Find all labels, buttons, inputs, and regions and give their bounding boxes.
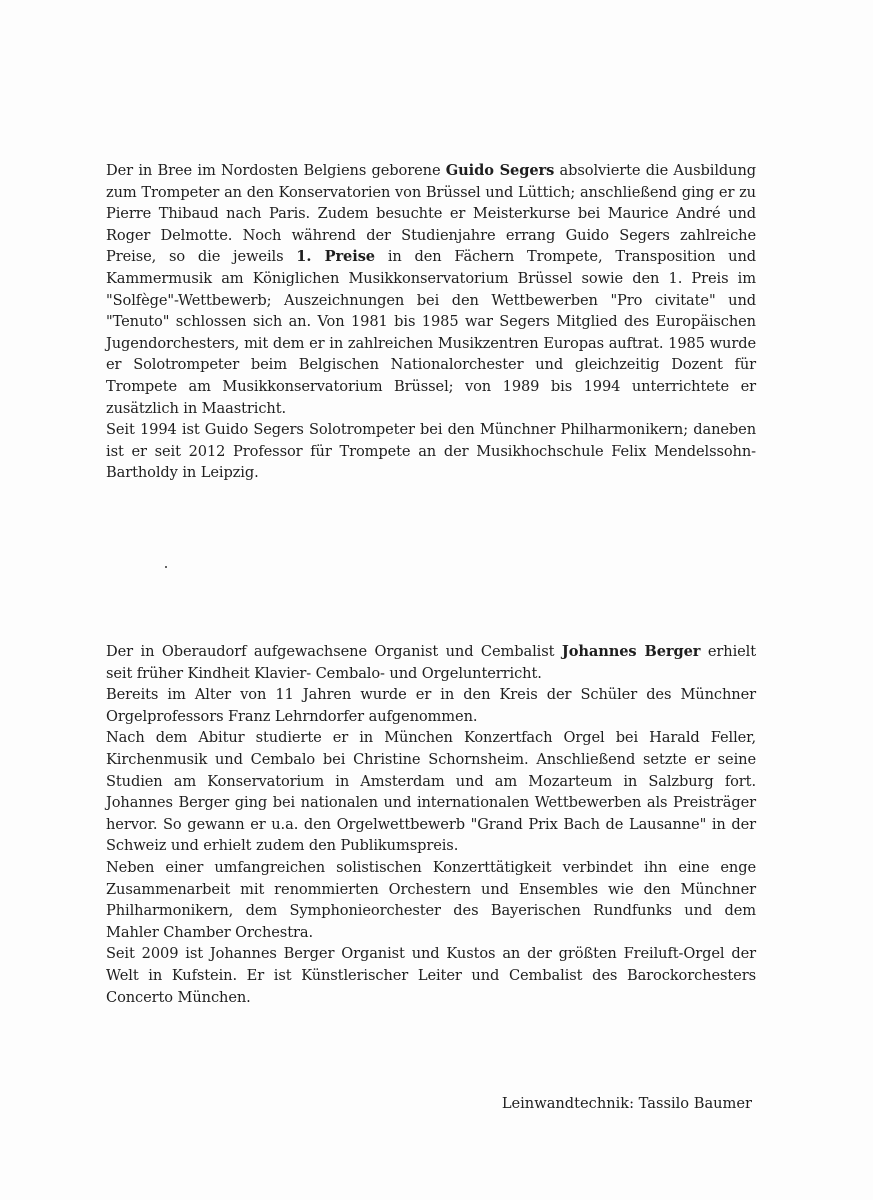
berger-name: Johannes Berger: [561, 643, 701, 660]
berger-paragraph-3: Nach dem Abitur studierte er in München Konzertfach Orgel bei Harald Feller, Kirchenmusik und Cembalo bei Christine Schornsheim. Anschließend setzte er seine Studien am Konservatorium in Amsterdam und am Mozarteum in Salzburg fort. Johannes Berger ging bei nationalen und internationalen Wettbewerben als Preisträger hervor. So gewann er u.a. den Orgelwettbewerb "Grand Prix Bach de Lausanne" in der Schweiz und erhielt zudem den Publikumspreis.: [106, 729, 756, 855]
segers-first-prize: 1. Preise: [296, 248, 375, 266]
berger-intro-before: Der in Oberaudorf aufgewachsene Organist und Cembalist: [106, 643, 562, 660]
segers-intro-after: absolvierte die Ausbildung zum Trompeter an den Konservatorien von Brüssel und Lüttich; anschließend ging er zu Pierre Thibaud nach Paris. Zudem besuchte er Meisterkurse bei Maurice André und Roger Delmotte. Noch während der Studienjahre errang Guido Segers zahlreiche Preise, so die jeweils: [106, 162, 757, 266]
segers-intro-tail: in den Fächern Trompete, Transposition und Kammermusik am Königlichen Musikkonservatorium Brüssel sowie den 1. Preis im "Solfège"-Wettbewerb; Auszeichnungen bei den Wettbewerben "Pro civitate" und "Tenuto" schlossen sich an. Von 1981 bis 1985 war Segers Mitglied des Europäischen Jugendorchesters, mit dem er in zahlreichen Musikzentren Europas auftrat. 1985 wurde er Solotrompeter beim Belgischen Nationalorchester und gleichzeitig Dozent für Trompete am Musikkonservatorium Brüssel; von 1989 bis 1994 unterrichtete er zusätzlich in Maastricht.: [106, 248, 756, 417]
berger-paragraph-2: Bereits im Alter von 11 Jahren wurde er in den Kreis der Schüler des Münchner Orgelprofessors Franz Lehrndorfer aufgenommen.: [106, 686, 756, 725]
bio-guido-segers: [106, 160, 756, 484]
berger-paragraph-5: Seit 2009 ist Johannes Berger Organist und Kustos an der größten Freiluft-Orgel der Welt in Kufstein. Er ist Künstlerischer Leiter und Cembalist des Barockorchesters Concerto München.: [106, 945, 756, 1006]
berger-intro-paragraph: [106, 641, 756, 684]
segers-name: Guido Segers: [445, 162, 555, 179]
berger-paragraph-4: Neben einer umfangreichen solistischen Konzerttätigkeit verbindet ihn eine enge Zusammenarbeit mit renommierten Orchestern und Ensembles wie den Münchner Philharmonikern, dem Symphonieorchester des Bayerischen Rundfunks und dem Mahler Chamber Orchestra.: [106, 858, 756, 941]
segers-current-paragraph: Seit 1994 ist Guido Segers Solotrompeter bei den Münchner Philharmonikern; daneben ist er seit 2012 Professor für Trompete an der Musikhochschule Felix Mendelssohn-Bartholdy in Leipzig.: [106, 421, 756, 482]
berger-intro-after: erhielt seit früher Kindheit Klavier- Cembalo- und Orgelunterricht.: [106, 643, 757, 682]
scan-speck: [165, 566, 167, 568]
segers-intro-paragraph: [106, 160, 756, 419]
segers-intro-before: Der in Bree im Nordosten Belgiens geborene: [106, 162, 446, 179]
credit-line: Leinwandtechnik: Tassilo Baumer: [501, 1095, 752, 1112]
bio-johannes-berger: [106, 641, 756, 1008]
